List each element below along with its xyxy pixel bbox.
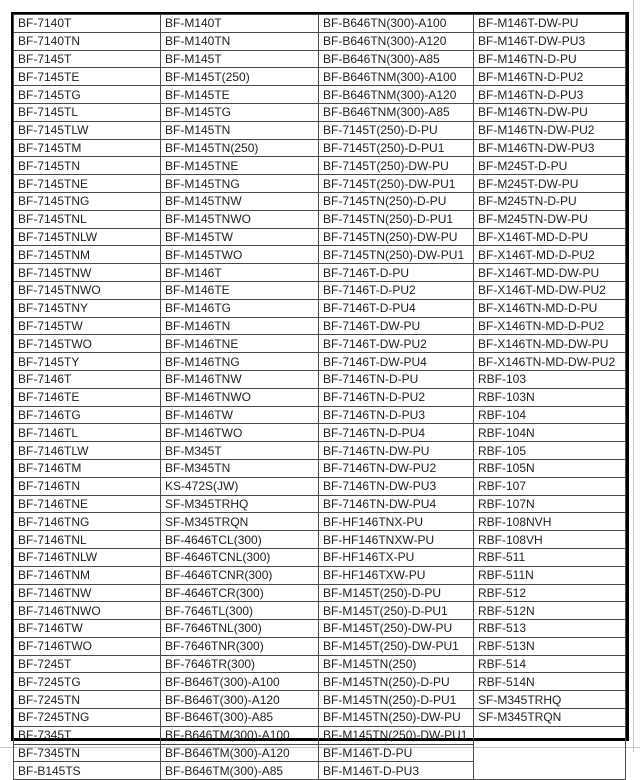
table-row	[14, 548, 626, 566]
table-cell: RBF-107N	[474, 495, 626, 513]
table-cell: BF-M146TN	[161, 317, 319, 335]
table-cell: BF-7146TN-D-PU3	[319, 406, 474, 424]
table-cell: BF-M146TG	[161, 299, 319, 317]
table-cell: BF-7345T	[14, 726, 161, 744]
table-row	[14, 584, 626, 602]
table-cell: BF-X146T-MD-DW-PU2	[474, 281, 626, 299]
table-cell: BF-B646TNM(300)-A85	[319, 103, 474, 121]
table-cell: BF-7145TNW	[14, 264, 161, 282]
table-cell: BF-X146TN-MD-D-PU2	[474, 317, 626, 335]
table-cell: BF-7145TL	[14, 103, 161, 121]
table-cell: BF-B646TNM(300)-A100	[319, 68, 474, 86]
table-cell: RBF-511N	[474, 566, 626, 584]
table-row	[14, 228, 626, 246]
table-cell: BF-B646TNM(300)-A120	[319, 86, 474, 104]
table-cell: BF-M146T-D-PU3	[319, 762, 474, 780]
table-cell: BF-HF146TNXW-PU	[319, 531, 474, 549]
table-cell: BF-7146TLW	[14, 442, 161, 460]
table-cell: BF-M146TN-DW-PU	[474, 103, 626, 121]
table-cell: BF-M345T	[161, 442, 319, 460]
table-cell: BF-B646TM(300)-A85	[161, 762, 319, 780]
table-cell: BF-7145T(250)-DW-PU	[319, 157, 474, 175]
table-cell: BF-7146TNWO	[14, 602, 161, 620]
table-cell: BF-M146T-DW-PU	[474, 15, 626, 33]
table-cell: SF-M345TRHQ	[161, 495, 319, 513]
sheet-gridline-vertical	[633, 0, 634, 752]
table-row	[14, 620, 626, 638]
table-cell: BF-M140T	[161, 15, 319, 33]
table-cell: BF-M146T	[161, 264, 319, 282]
table-cell: BF-M145TW	[161, 228, 319, 246]
table-cell: BF-4646TCR(300)	[161, 584, 319, 602]
table-cell: RBF-105N	[474, 459, 626, 477]
table-cell: RBF-511	[474, 548, 626, 566]
table-cell: RBF-512N	[474, 602, 626, 620]
table-cell: BF-M245T-D-PU	[474, 157, 626, 175]
table-cell: BF-X146T-MD-D-PU	[474, 228, 626, 246]
table-cell: BF-7146T-D-PU2	[319, 281, 474, 299]
table-cell: BF-7145TNG	[14, 192, 161, 210]
table-cell: BF-7145TM	[14, 139, 161, 157]
table-cell: BF-M145TNW	[161, 192, 319, 210]
table-cell: BF-B646TN(300)-A85	[319, 50, 474, 68]
table-cell: BF-7146TNL	[14, 531, 161, 549]
table-cell: BF-7145TW	[14, 317, 161, 335]
table-row	[14, 32, 626, 50]
table-cell: BF-7146TG	[14, 406, 161, 424]
table-row	[14, 602, 626, 620]
table-cell: BF-M145TN(250)-DW-PU1	[319, 726, 474, 744]
table-row	[14, 673, 626, 691]
table-cell: BF-M245TN-D-PU	[474, 192, 626, 210]
table-row	[14, 762, 626, 780]
parts-table	[13, 14, 626, 780]
table-cell: RBF-104N	[474, 424, 626, 442]
table-row	[14, 370, 626, 388]
table-cell: BF-M245T-DW-PU	[474, 175, 626, 193]
table-cell: BF-M146T-DW-PU3	[474, 32, 626, 50]
table-cell: RBF-108NVH	[474, 513, 626, 531]
table-cell: BF-7145TN	[14, 157, 161, 175]
table-cell: BF-M146TNG	[161, 353, 319, 371]
table-cell: BF-7145TE	[14, 68, 161, 86]
table-cell: BF-M245TN-DW-PU	[474, 210, 626, 228]
table-row	[14, 495, 626, 513]
table-row	[14, 744, 626, 762]
table-cell: RBF-512	[474, 584, 626, 602]
table-row	[14, 103, 626, 121]
table-cell: BF-7146TN-DW-PU2	[319, 459, 474, 477]
table-row	[14, 317, 626, 335]
table-cell: KS-472S(JW)	[161, 477, 319, 495]
table-cell: BF-X146T-MD-DW-PU	[474, 264, 626, 282]
table-cell: BF-7646TNR(300)	[161, 637, 319, 655]
table-cell: BF-M146TN-D-PU2	[474, 68, 626, 86]
table-cell: BF-M145TNG	[161, 175, 319, 193]
table-cell: BF-7646TR(300)	[161, 655, 319, 673]
table-cell: BF-7146TN-DW-PU4	[319, 495, 474, 513]
table-cell: BF-7145TNL	[14, 210, 161, 228]
table-cell: BF-B646TN(300)-A120	[319, 32, 474, 50]
table-cell: RBF-514N	[474, 673, 626, 691]
table-row	[14, 210, 626, 228]
table-cell: RBF-103N	[474, 388, 626, 406]
table-cell	[474, 726, 626, 744]
table-cell: BF-7145TNE	[14, 175, 161, 193]
table-cell: BF-7146TNE	[14, 495, 161, 513]
table-cell: BF-M146TN-D-PU3	[474, 86, 626, 104]
table-cell: BF-7145T(250)-D-PU1	[319, 139, 474, 157]
table-cell: BF-7646TNL(300)	[161, 620, 319, 638]
table-cell: BF-7146TN-DW-PU3	[319, 477, 474, 495]
table-row	[14, 353, 626, 371]
table-cell: BF-M145TNE	[161, 157, 319, 175]
table-cell: BF-7145TNLW	[14, 228, 161, 246]
table-cell: SF-M345TRQN	[474, 709, 626, 727]
table-row	[14, 691, 626, 709]
table-cell: BF-7146TNW	[14, 584, 161, 602]
table-cell: BF-7146TN-D-PU2	[319, 388, 474, 406]
table-cell: BF-M146TW	[161, 406, 319, 424]
table-row	[14, 566, 626, 584]
table-cell: BF-7145TN(250)-D-PU	[319, 192, 474, 210]
table-cell: BF-M145TN(250)-D-PU	[319, 673, 474, 691]
table-cell: BF-7145T(250)-DW-PU1	[319, 175, 474, 193]
table-row	[14, 459, 626, 477]
table-row	[14, 246, 626, 264]
table-cell: RBF-514	[474, 655, 626, 673]
table-cell: BF-7145TN(250)-DW-PU	[319, 228, 474, 246]
table-cell: BF-M146T-D-PU	[319, 744, 474, 762]
table-cell: BF-7145TN(250)-DW-PU1	[319, 246, 474, 264]
table-cell: BF-7146TN-D-PU	[319, 370, 474, 388]
table-cell: BF-7145TN(250)-D-PU1	[319, 210, 474, 228]
table-cell: BF-7145TLW	[14, 121, 161, 139]
table-cell: SF-M345TRQN	[161, 513, 319, 531]
table-cell: BF-7146T-DW-PU	[319, 317, 474, 335]
table-cell: RBF-105	[474, 442, 626, 460]
table-cell: BF-B646T(300)-A85	[161, 709, 319, 727]
table-row	[14, 281, 626, 299]
table-cell: BF-7146T-DW-PU4	[319, 353, 474, 371]
table-cell: BF-M345TN	[161, 459, 319, 477]
table-cell: BF-HF146TNX-PU	[319, 513, 474, 531]
table-cell: BF-B646TM(300)-A100	[161, 726, 319, 744]
table-cell: RBF-513N	[474, 637, 626, 655]
table-cell: BF-7146TW	[14, 620, 161, 638]
table-row	[14, 15, 626, 33]
table-cell: BF-7146TNG	[14, 513, 161, 531]
table-cell: BF-7146TNLW	[14, 548, 161, 566]
table-row	[14, 442, 626, 460]
table-cell: BF-M146TNW	[161, 370, 319, 388]
table-cell: BF-M145TG	[161, 103, 319, 121]
table-cell: BF-X146TN-MD-DW-PU	[474, 335, 626, 353]
table-cell: BF-M145TN(250)	[319, 655, 474, 673]
table-cell: BF-M145TN	[161, 121, 319, 139]
table-cell: BF-7646TL(300)	[161, 602, 319, 620]
table-row	[14, 121, 626, 139]
table-cell: BF-M140TN	[161, 32, 319, 50]
table-cell: RBF-107	[474, 477, 626, 495]
table-row	[14, 264, 626, 282]
table-cell: BF-HF146TX-PU	[319, 548, 474, 566]
table-cell: BF-X146TN-MD-DW-PU2	[474, 353, 626, 371]
table-row	[14, 531, 626, 549]
table-row	[14, 299, 626, 317]
table-cell: BF-7146T-D-PU	[319, 264, 474, 282]
table-cell: BF-7146TN	[14, 477, 161, 495]
table-cell: BF-7145TG	[14, 86, 161, 104]
table-cell: BF-M146TN-D-PU	[474, 50, 626, 68]
table-cell: BF-M145TN(250)-DW-PU	[319, 709, 474, 727]
table-cell: BF-M146TE	[161, 281, 319, 299]
table-cell: BF-7245T	[14, 655, 161, 673]
table-cell: BF-X146T-MD-D-PU2	[474, 246, 626, 264]
table-cell: BF-B145TS	[14, 762, 161, 780]
table-cell: BF-M145T(250)-DW-PU1	[319, 637, 474, 655]
table-row	[14, 655, 626, 673]
table-cell: BF-M145T(250)	[161, 68, 319, 86]
table-cell: BF-7245TG	[14, 673, 161, 691]
table-cell: BF-7145T	[14, 50, 161, 68]
table-cell: BF-7146TNM	[14, 566, 161, 584]
table-cell: BF-HF146TXW-PU	[319, 566, 474, 584]
table-cell: BF-M145T(250)-D-PU1	[319, 602, 474, 620]
table-cell: BF-7145TNM	[14, 246, 161, 264]
table-row	[14, 709, 626, 727]
table-cell: BF-M145TN(250)	[161, 139, 319, 157]
table-row	[14, 726, 626, 744]
table-cell: BF-7345TN	[14, 744, 161, 762]
table-cell: BF-7145TWO	[14, 335, 161, 353]
table-cell: BF-M146TNWO	[161, 388, 319, 406]
parts-table-body	[14, 15, 626, 780]
table-cell: RBF-108VH	[474, 531, 626, 549]
table-row	[14, 637, 626, 655]
table-cell: BF-M145TNWO	[161, 210, 319, 228]
table-cell: BF-7145TY	[14, 353, 161, 371]
table-cell: BF-7146T	[14, 370, 161, 388]
table-cell: RBF-104	[474, 406, 626, 424]
parts-cross-reference-table	[11, 12, 629, 778]
table-row	[14, 335, 626, 353]
table-cell: BF-M145TN(250)-D-PU1	[319, 691, 474, 709]
table-cell: RBF-513	[474, 620, 626, 638]
table-cell: BF-7146T-DW-PU2	[319, 335, 474, 353]
table-cell: BF-M146TN-DW-PU3	[474, 139, 626, 157]
table-cell	[474, 744, 626, 762]
table-cell: BF-M145T(250)-DW-PU	[319, 620, 474, 638]
table-cell: BF-4646TCNL(300)	[161, 548, 319, 566]
table-row	[14, 477, 626, 495]
table-row	[14, 388, 626, 406]
table-row	[14, 86, 626, 104]
table-cell: BF-7145TNY	[14, 299, 161, 317]
table-row	[14, 175, 626, 193]
table-cell: BF-7245TNG	[14, 709, 161, 727]
table-row	[14, 513, 626, 531]
table-cell: BF-M145T(250)-D-PU	[319, 584, 474, 602]
table-cell: BF-7145T(250)-D-PU	[319, 121, 474, 139]
table-cell: BF-M145T	[161, 50, 319, 68]
table-cell: BF-B646T(300)-A100	[161, 673, 319, 691]
table-cell: BF-M146TNE	[161, 335, 319, 353]
table-cell: BF-7146TN-D-PU4	[319, 424, 474, 442]
table-cell: BF-B646TN(300)-A100	[319, 15, 474, 33]
table-cell: BF-7146T-D-PU4	[319, 299, 474, 317]
table-cell: BF-X146TN-MD-D-PU	[474, 299, 626, 317]
table-row	[14, 406, 626, 424]
table-row	[14, 424, 626, 442]
table-cell: BF-7146TN-DW-PU	[319, 442, 474, 460]
table-cell: BF-M145TE	[161, 86, 319, 104]
table-cell: BF-4646TCNR(300)	[161, 566, 319, 584]
table-cell: BF-M146TN-DW-PU2	[474, 121, 626, 139]
table-cell: BF-7140T	[14, 15, 161, 33]
table-cell: BF-7140TN	[14, 32, 161, 50]
table-row	[14, 192, 626, 210]
table-cell: BF-M145TWO	[161, 246, 319, 264]
table-cell: BF-7146TM	[14, 459, 161, 477]
table-cell: BF-4646TCL(300)	[161, 531, 319, 549]
table-cell: RBF-103	[474, 370, 626, 388]
table-cell	[474, 762, 626, 780]
table-cell: BF-M146TWO	[161, 424, 319, 442]
table-cell: BF-7146TE	[14, 388, 161, 406]
table-cell: BF-7245TN	[14, 691, 161, 709]
table-cell: SF-M345TRHQ	[474, 691, 626, 709]
table-row	[14, 50, 626, 68]
table-row	[14, 157, 626, 175]
table-cell: BF-B646TM(300)-A120	[161, 744, 319, 762]
table-cell: BF-B646T(300)-A120	[161, 691, 319, 709]
table-cell: BF-7146TL	[14, 424, 161, 442]
table-cell: BF-7146TWO	[14, 637, 161, 655]
table-row	[14, 139, 626, 157]
table-cell: BF-7145TNWO	[14, 281, 161, 299]
table-row	[14, 68, 626, 86]
